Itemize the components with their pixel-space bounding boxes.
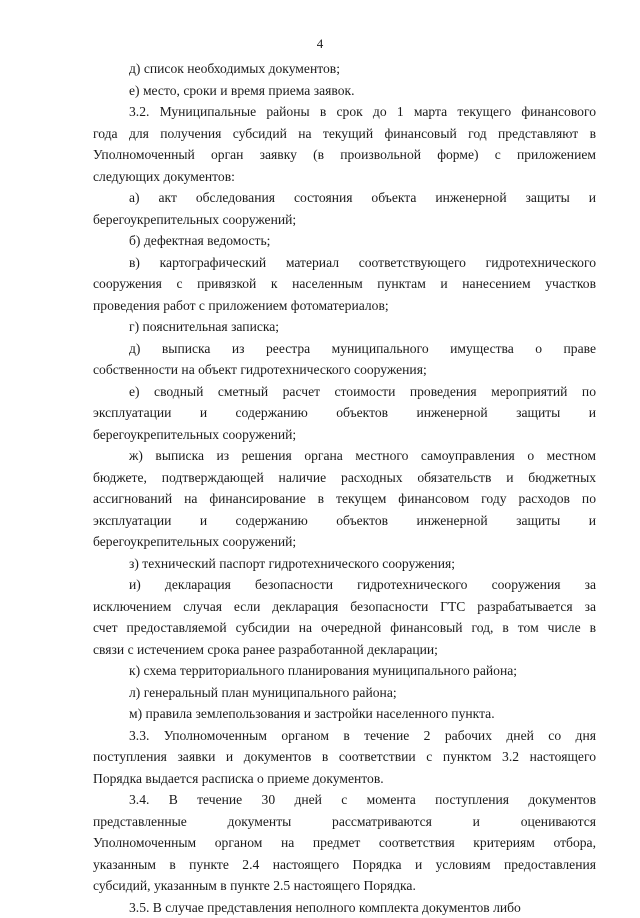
paragraph-line: 3.4. В течение 30 дней с момента поступления документов bbox=[93, 789, 596, 811]
paragraph bbox=[93, 101, 596, 187]
paragraph bbox=[93, 553, 596, 575]
paragraph-line: года для получения субсидий на текущий финансовый год представляют в bbox=[93, 123, 596, 145]
paragraph-line: ассигнований на финансирование в текущем финансовом году расходов по bbox=[93, 488, 596, 510]
paragraph-line: 3.2. Муниципальные районы в срок до 1 марта текущего финансового bbox=[93, 101, 596, 123]
paragraph bbox=[93, 252, 596, 317]
paragraph-line: б) дефектная ведомость; bbox=[93, 230, 596, 252]
paragraph-line: счет предоставляемой субсидии на очередной финансовый год, в том числе в bbox=[93, 617, 596, 639]
paragraph-line: в) картографический материал соответствующего гидротехнического bbox=[93, 252, 596, 274]
paragraph-line: сооружения с привязкой к населенным пунктам и нанесением участков bbox=[93, 273, 596, 295]
paragraph-line: л) генеральный план муниципального района; bbox=[93, 682, 596, 704]
paragraph bbox=[93, 187, 596, 230]
paragraph-line: исключением случая если декларация безопасности ГТС разрабатывается за bbox=[93, 596, 596, 618]
paragraph-line: м) правила землепользования и застройки населенного пункта. bbox=[93, 703, 596, 725]
paragraph bbox=[93, 574, 596, 660]
paragraph bbox=[93, 897, 596, 918]
paragraph-line: берегоукрепительных сооружений; bbox=[93, 531, 596, 553]
paragraph-line: Уполномоченный орган заявку (в произвольной форме) с приложением bbox=[93, 144, 596, 166]
paragraph bbox=[93, 338, 596, 381]
paragraph bbox=[93, 316, 596, 338]
paragraph bbox=[93, 660, 596, 682]
paragraph-line: 3.5. В случае представления неполного комплекта документов либо bbox=[93, 897, 596, 918]
paragraph-line: Уполномоченным органом на предмет соответствия критериям отбора, bbox=[93, 832, 596, 854]
paragraph-line: и) декларация безопасности гидротехнического сооружения за bbox=[93, 574, 596, 596]
paragraph-line: е) место, сроки и время приема заявок. bbox=[93, 80, 596, 102]
paragraph-line: поступления заявки и документов в соответствии с пунктом 3.2 настоящего bbox=[93, 746, 596, 768]
paragraph-line: Порядка выдается расписка о приеме документов. bbox=[93, 768, 596, 790]
document-body bbox=[93, 58, 596, 918]
paragraph bbox=[93, 789, 596, 897]
paragraph-line: е) сводный сметный расчет стоимости проведения мероприятий по bbox=[93, 381, 596, 403]
paragraph-line: ж) выписка из решения органа местного самоуправления о местном bbox=[93, 445, 596, 467]
paragraph-line: бюджете, подтверждающей наличие расходных обязательств и бюджетных bbox=[93, 467, 596, 489]
paragraph-line: берегоукрепительных сооружений; bbox=[93, 209, 596, 231]
paragraph bbox=[93, 230, 596, 252]
paragraph-line: а) акт обследования состояния объекта инженерной защиты и bbox=[93, 187, 596, 209]
paragraph-line: указанным в пункте 2.4 настоящего Порядка и условиям предоставления bbox=[93, 854, 596, 876]
paragraph bbox=[93, 725, 596, 790]
paragraph-line: связи с истечением срока ранее разработанной декларации; bbox=[93, 639, 596, 661]
paragraph-line: представленные документы рассматриваются и оцениваются bbox=[93, 811, 596, 833]
paragraph-line: берегоукрепительных сооружений; bbox=[93, 424, 596, 446]
paragraph bbox=[93, 445, 596, 553]
paragraph-line: собственности на объект гидротехнического сооружения; bbox=[93, 359, 596, 381]
paragraph bbox=[93, 703, 596, 725]
page-number: 4 bbox=[0, 36, 640, 52]
paragraph-line: д) список необходимых документов; bbox=[93, 58, 596, 80]
paragraph bbox=[93, 381, 596, 446]
paragraph-line: следующих документов: bbox=[93, 166, 596, 188]
paragraph-line: проведения работ с приложением фотоматериалов; bbox=[93, 295, 596, 317]
paragraph-line: к) схема территориального планирования муниципального района; bbox=[93, 660, 596, 682]
paragraph-line: г) пояснительная записка; bbox=[93, 316, 596, 338]
paragraph-line: 3.3. Уполномоченным органом в течение 2 рабочих дней со дня bbox=[93, 725, 596, 747]
paragraph-line: эксплуатации и содержанию объектов инженерной защиты и bbox=[93, 510, 596, 532]
paragraph-line: эксплуатации и содержанию объектов инженерной защиты и bbox=[93, 402, 596, 424]
paragraph-line: з) технический паспорт гидротехнического сооружения; bbox=[93, 553, 596, 575]
paragraph-line: субсидий, указанным в пункте 2.5 настоящего Порядка. bbox=[93, 875, 596, 897]
paragraph bbox=[93, 58, 596, 80]
paragraph bbox=[93, 682, 596, 704]
paragraph-line: д) выписка из реестра муниципального имущества о праве bbox=[93, 338, 596, 360]
paragraph bbox=[93, 80, 596, 102]
